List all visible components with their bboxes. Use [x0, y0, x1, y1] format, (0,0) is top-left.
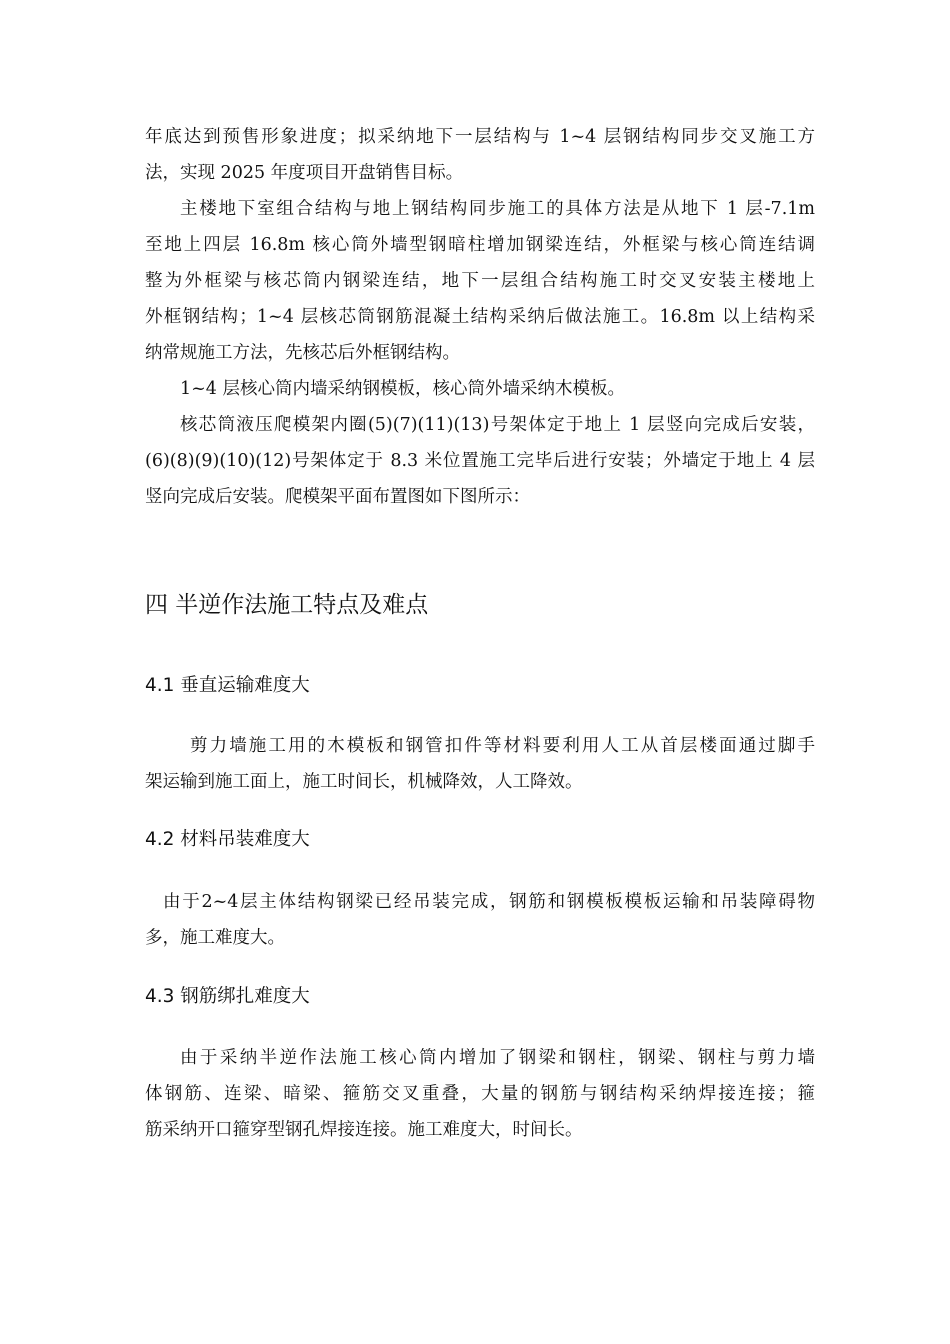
paragraph-line: 至地上四层 16.8m 核心筒外墙型钢暗柱增加钢梁连结，外框梁与核心筒连结调 — [145, 235, 815, 255]
paragraph-line: 核芯筒液压爬模架内圈(5)(7)(11)(13)号架体定于地上 1 层竖向完成后安装， — [180, 415, 815, 435]
subsection-heading: 4.2 材料吊装难度大 — [145, 829, 310, 850]
paragraph-line: 法，实现 2025 年度项目开盘销售目标。 — [145, 163, 464, 183]
paragraph-line: (6)(8)(9)(10)(12)号架体定于 8.3 米位置施工完毕后进行安装；外墙定于地上 4 层 — [145, 451, 815, 471]
paragraph-line: 多，施工难度大。 — [145, 928, 285, 948]
section-heading: 四 半逆作法施工特点及难点 — [145, 592, 429, 618]
paragraph-line: 筋采纳开口箍穿型钢孔焊接连接。施工难度大，时间长。 — [145, 1120, 583, 1140]
paragraph-line: 1~4 层核心筒内墙采纳钢模板，核心筒外墙采纳木模板。 — [180, 379, 625, 399]
paragraph-line: 主楼地下室组合结构与地上钢结构同步施工的具体方法是从地下 1 层-7.1m — [180, 199, 815, 219]
paragraph-line: 由于采纳半逆作法施工核心筒内增加了钢梁和钢柱，钢梁、钢柱与剪力墙 — [180, 1048, 815, 1068]
paragraph-line: 竖向完成后安装。爬模架平面布置图如下图所示： — [145, 487, 530, 507]
paragraph-line: 整为外框梁与核芯筒内钢梁连结，地下一层组合结构施工时交叉安装主楼地上 — [145, 271, 815, 291]
paragraph-line: 剪力墙施工用的木模板和钢管扣件等材料要利用人工从首层楼面通过脚手 — [190, 736, 815, 756]
subsection-heading: 4.3 钢筋绑扎难度大 — [145, 986, 310, 1007]
paragraph-line: 外框钢结构；1~4 层核芯筒钢筋混凝土结构采纳后做法施工。16.8m 以上结构采 — [145, 307, 815, 327]
paragraph-line: 纳常规施工方法，先核芯后外框钢结构。 — [145, 343, 460, 363]
subsection-heading: 4.1 垂直运输难度大 — [145, 675, 310, 696]
paragraph-line: 年底达到预售形象进度；拟采纳地下一层结构与 1~4 层钢结构同步交叉施工方 — [145, 127, 815, 147]
paragraph-line: 架运输到施工面上，施工时间长，机械降效，人工降效。 — [145, 772, 583, 792]
paragraph-line: 体钢筋、连梁、暗梁、箍筋交叉重叠，大量的钢筋与钢结构采纳焊接连接；箍 — [145, 1084, 815, 1104]
paragraph-line: 由于2~4层主体结构钢梁已经吊装完成，钢筋和钢模板模板运输和吊装障碍物 — [163, 892, 815, 912]
